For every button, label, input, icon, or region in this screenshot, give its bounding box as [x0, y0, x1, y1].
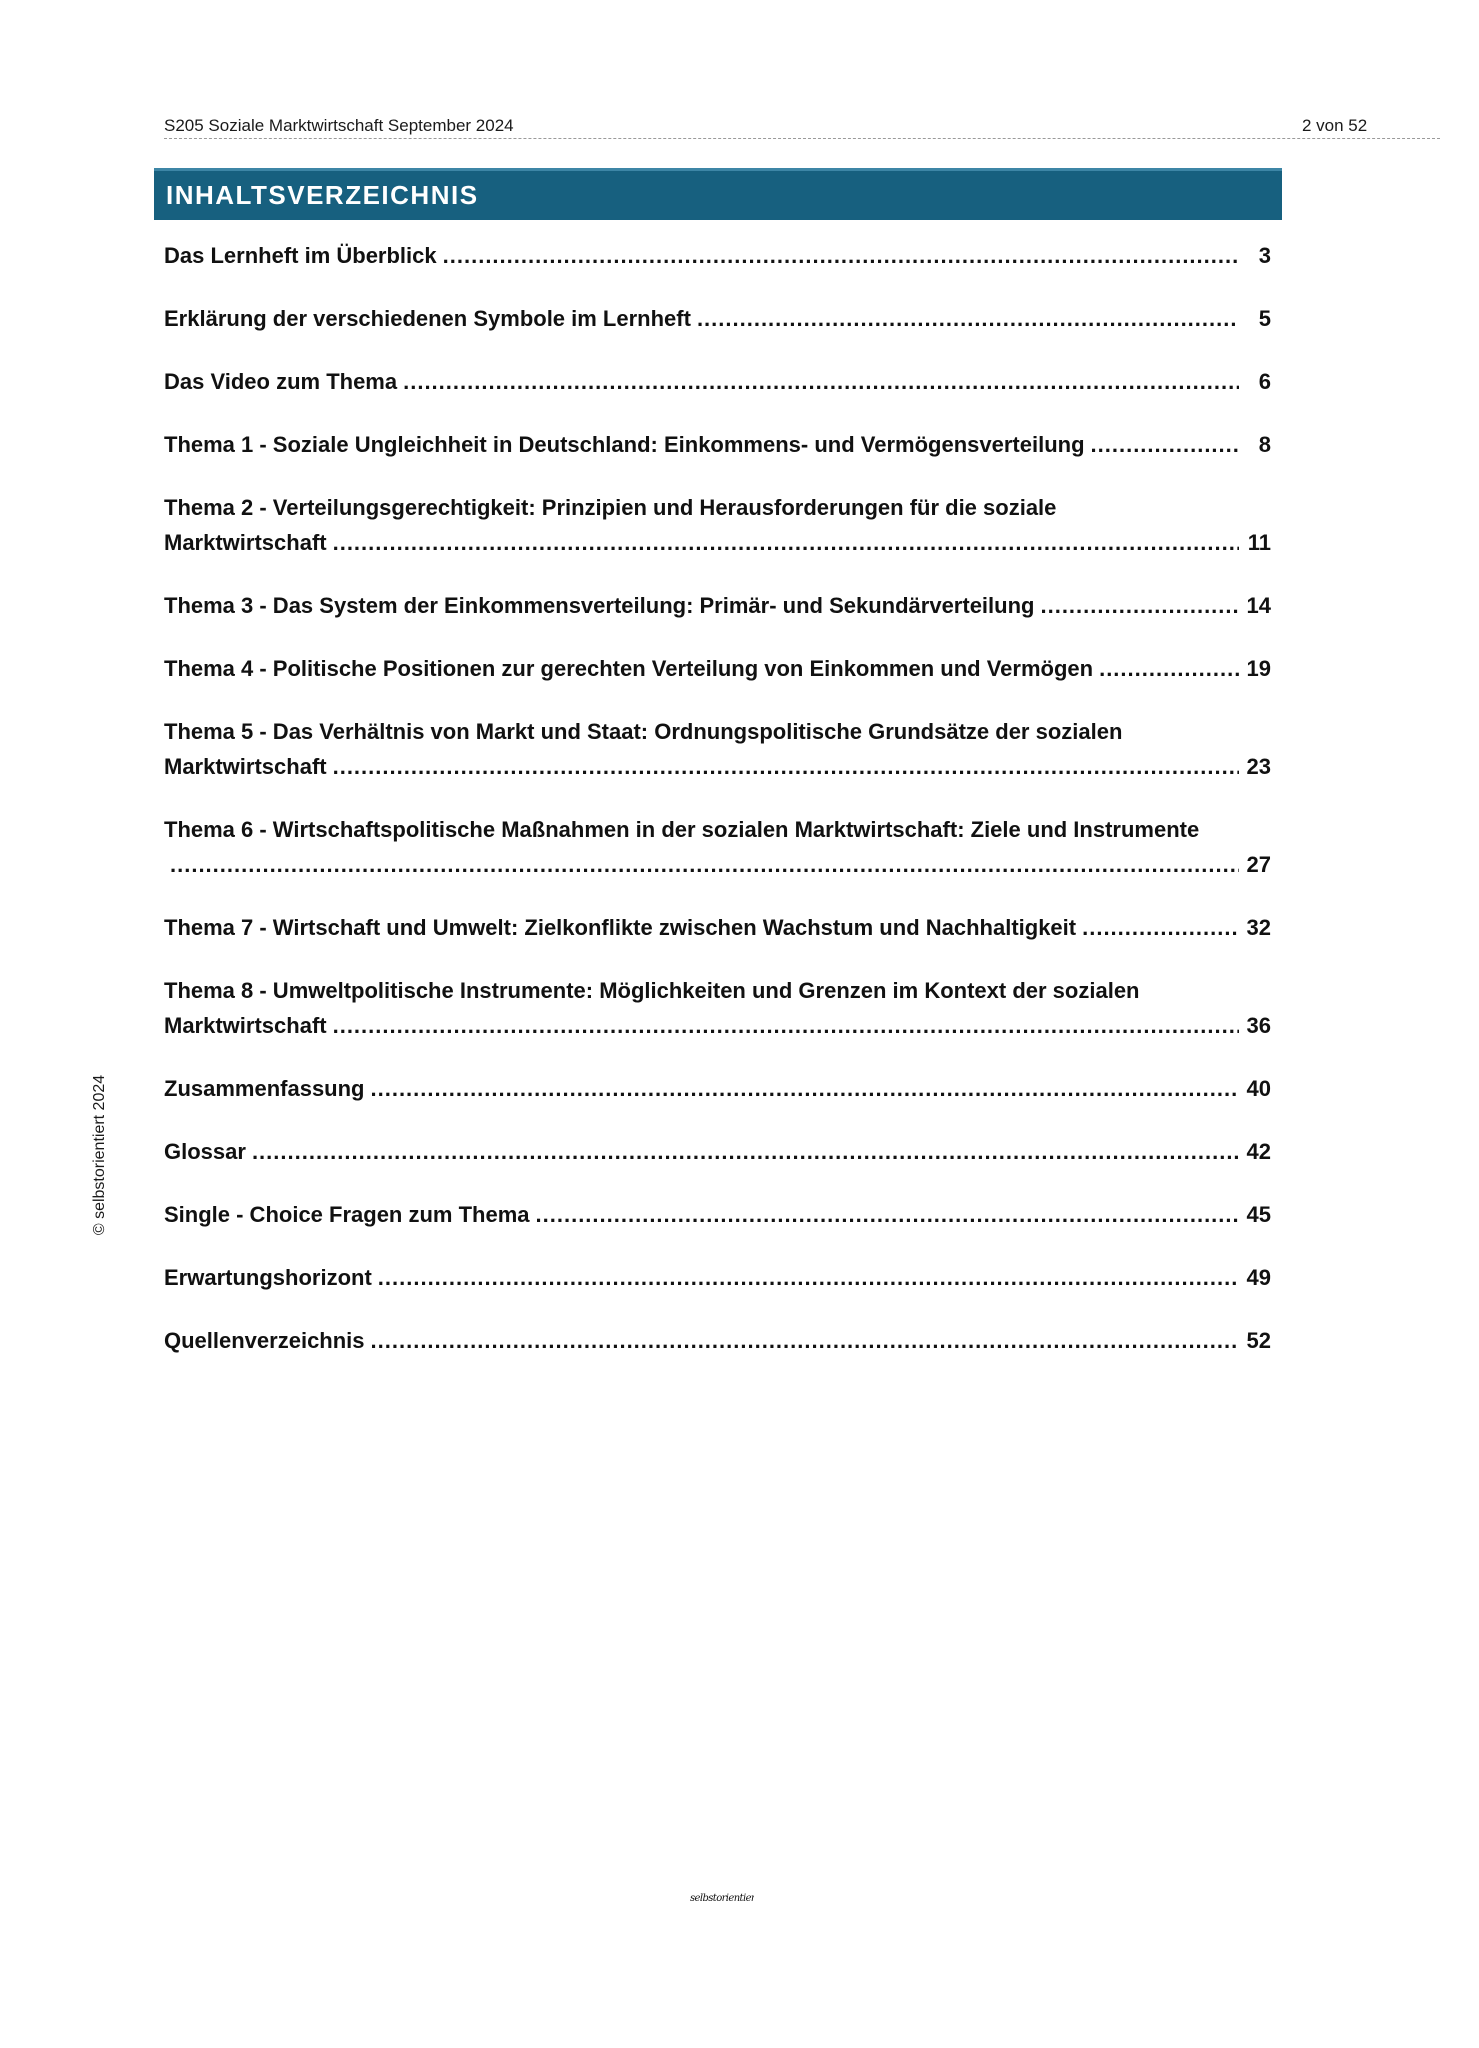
toc-entry-page-number: 14	[1246, 593, 1271, 618]
toc-entry-page-number: 19	[1246, 656, 1271, 681]
toc-entry-page-number: 11	[1247, 530, 1271, 555]
toc-entry-label: Single - Choice Fragen zum Thema	[164, 1202, 530, 1227]
toc-entry[interactable]	[164, 1197, 1271, 1232]
toc-entry-page-number: 49	[1246, 1265, 1271, 1290]
toc-heading-banner	[154, 168, 1282, 220]
toc-entry-label: Glossar	[164, 1139, 246, 1164]
svg-text:selbstorientiert: selbstorientiert	[690, 1893, 754, 1904]
toc-dot-leader	[333, 1008, 1239, 1043]
toc-entry-label: Marktwirtschaft	[164, 754, 327, 779]
toc-dot-leader	[170, 847, 1239, 882]
toc-entry-page-number: 27	[1246, 852, 1271, 877]
toc-entry[interactable]	[164, 238, 1271, 273]
toc-dot-leader	[333, 525, 1239, 560]
brand-logo-icon	[688, 1886, 754, 1908]
toc-entry-title-line: Thema 6 - Wirtschaftspolitische Maßnahmen in der sozialen Marktwirtschaft: Ziele und Instrumente	[164, 817, 1200, 842]
toc-dot-leader	[371, 1323, 1239, 1358]
toc-entry-label: Das Lernheft im Überblick	[164, 243, 437, 268]
toc-entry-row	[164, 1071, 1271, 1106]
toc-entry-row	[164, 651, 1271, 686]
toc-entry-row	[164, 1134, 1271, 1169]
toc-entry-label: Marktwirtschaft	[164, 530, 327, 555]
toc-entry-row	[164, 1197, 1271, 1232]
toc-entry[interactable]	[164, 490, 1271, 560]
toc-dot-leader	[333, 749, 1239, 784]
toc-dot-leader	[403, 364, 1239, 399]
toc-heading: INHALTSVERZEICHNIS	[166, 180, 479, 210]
toc-entry-page-number: 42	[1246, 1139, 1271, 1164]
toc-dot-leader	[1082, 910, 1239, 945]
toc-entry-label: Quellenverzeichnis	[164, 1328, 365, 1353]
toc-entry-page-number: 40	[1246, 1076, 1271, 1101]
toc-entry-row	[164, 1260, 1271, 1295]
toc-entry[interactable]	[164, 1323, 1271, 1358]
toc-entry-row	[164, 1008, 1271, 1043]
toc-dot-leader	[443, 238, 1239, 273]
toc-dot-leader	[697, 301, 1239, 336]
toc-entry-title-line: Thema 5 - Das Verhältnis von Markt und Staat: Ordnungspolitische Grundsätze der sozialen	[164, 719, 1123, 744]
toc-entry-label: Thema 1 - Soziale Ungleichheit in Deutschland: Einkommens- und Vermögensverteilung	[164, 432, 1085, 457]
toc-entry-title-line: Thema 2 - Verteilungsgerechtigkeit: Prinzipien und Herausforderungen für die soziale	[164, 495, 1057, 520]
toc-entry-label: Thema 3 - Das System der Einkommensverteilung: Primär- und Sekundärverteilung	[164, 593, 1035, 618]
toc-dot-leader	[252, 1134, 1239, 1169]
toc-entry-title-line: Thema 8 - Umweltpolitische Instrumente: Möglichkeiten und Grenzen im Kontext der sozialen	[164, 978, 1140, 1003]
toc-entry-label: Das Video zum Thema	[164, 369, 398, 394]
toc-entry-page-number: 8	[1258, 432, 1271, 457]
toc-entry[interactable]	[164, 301, 1271, 336]
footer-logo	[688, 1886, 754, 1913]
toc-entry-label: Thema 4 - Politische Positionen zur gerechten Verteilung von Einkommen und Vermögen	[164, 656, 1094, 681]
toc-entry-row	[164, 238, 1271, 273]
toc-entry[interactable]	[164, 427, 1271, 462]
toc-dot-leader	[1091, 427, 1239, 462]
toc-entry[interactable]	[164, 714, 1271, 784]
toc-entry-row	[164, 749, 1271, 784]
toc-entry[interactable]	[164, 812, 1271, 882]
toc-entry[interactable]	[164, 1134, 1271, 1169]
toc-entry-page-number: 52	[1246, 1328, 1271, 1353]
toc-entry[interactable]	[164, 364, 1271, 399]
toc-dot-leader	[378, 1260, 1239, 1295]
toc-entry-page-number: 6	[1258, 369, 1271, 394]
toc-entry-row	[164, 301, 1271, 336]
page-header	[164, 112, 1440, 139]
toc-entry[interactable]	[164, 1260, 1271, 1295]
toc-entry-label: Thema 7 - Wirtschaft und Umwelt: Zielkonflikte zwischen Wachstum und Nachhaltigkeit	[164, 915, 1077, 940]
toc-dot-leader	[536, 1197, 1239, 1232]
toc-entry[interactable]	[164, 910, 1271, 945]
toc-entry-page-number: 3	[1258, 243, 1271, 268]
toc-dot-leader	[1099, 651, 1239, 686]
document-title: S205 Soziale Marktwirtschaft September 2024	[164, 116, 514, 135]
page-number: 2 von 52	[1302, 116, 1368, 135]
toc-dot-leader	[1040, 588, 1239, 623]
copyright-note: © selbstorientiert 2024	[91, 1074, 108, 1236]
toc-entry[interactable]	[164, 588, 1271, 623]
toc-entry-row	[164, 588, 1271, 623]
toc-entry-page-number: 5	[1258, 306, 1271, 331]
table-of-contents	[164, 238, 1271, 1386]
toc-entry[interactable]	[164, 1071, 1271, 1106]
toc-entry-row	[164, 847, 1271, 882]
toc-entry-row	[164, 427, 1271, 462]
toc-entry-row	[164, 525, 1271, 560]
toc-entry-label: Erklärung der verschiedenen Symbole im Lernheft	[164, 306, 691, 331]
toc-dot-leader	[371, 1071, 1240, 1106]
toc-entry-page-number: 36	[1246, 1013, 1271, 1038]
toc-entry[interactable]	[164, 973, 1271, 1043]
toc-entry-label: Erwartungshorizont	[164, 1265, 372, 1290]
toc-entry-label: Zusammenfassung	[164, 1076, 365, 1101]
toc-entry-page-number: 32	[1246, 915, 1271, 940]
toc-entry[interactable]	[164, 651, 1271, 686]
toc-entry-row	[164, 910, 1271, 945]
toc-entry-page-number: 45	[1246, 1202, 1271, 1227]
toc-entry-row	[164, 364, 1271, 399]
toc-entry-page-number: 23	[1246, 754, 1271, 779]
toc-entry-row	[164, 1323, 1271, 1358]
toc-entry-label: Marktwirtschaft	[164, 1013, 327, 1038]
